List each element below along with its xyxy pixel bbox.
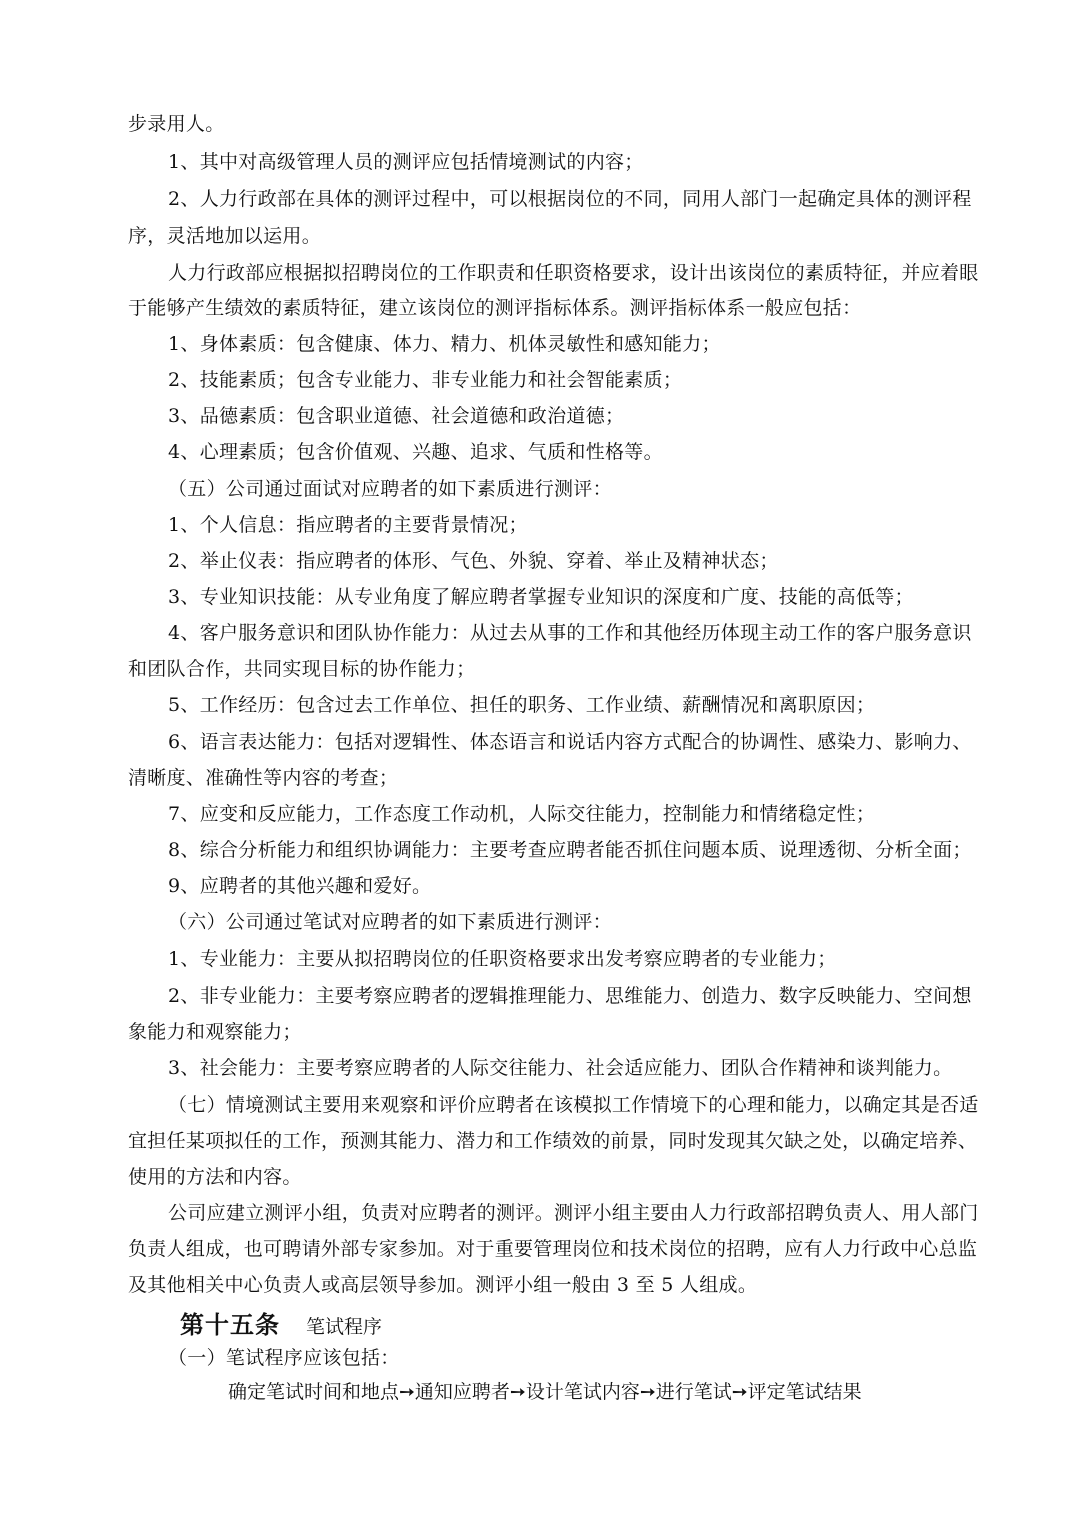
text-line: 5、工作经历：包含过去工作单位、担任的职务、工作业绩、薪酬情况和离职原因；: [168, 694, 876, 716]
text-line: 9、应聘者的其他兴趣和爱好。: [168, 875, 432, 897]
text-line: 1、专业能力：主要从拟招聘岗位的任职资格要求出发考察应聘者的专业能力；: [168, 948, 837, 970]
text-line: 人力行政部应根据拟招聘岗位的工作职责和任职资格要求，设计出该岗位的素质特征，并应着眼: [168, 262, 979, 284]
text-line: 7、应变和反应能力，工作态度工作动机，人际交往能力，控制能力和情绪稳定性；: [168, 803, 876, 825]
text-line: 清晰度、准确性等内容的考查；: [128, 767, 399, 789]
text-line: 及其他相关中心负责人或高层领导参加。测评小组一般由 3 至 5 人组成。: [128, 1274, 758, 1296]
text-line: 8、综合分析能力和组织协调能力：主要考查应聘者能否抓住问题本质、说理透彻、分析全面；: [168, 839, 972, 861]
text-line: 使用的方法和内容。: [128, 1166, 302, 1188]
article-title: 笔试程序: [306, 1316, 383, 1338]
text-line: 负责人组成，也可聘请外部专家参加。对于重要管理岗位和技术岗位的招聘，应有人力行政中心总监: [128, 1238, 978, 1260]
text-line: 3、专业知识技能：从专业角度了解应聘者掌握专业知识的深度和广度、技能的高低等；: [168, 586, 914, 608]
process-flow: 确定笔试时间和地点➙通知应聘者➙设计笔试内容➙进行笔试➙评定笔试结果: [228, 1381, 862, 1403]
article-heading: [180, 1305, 382, 1340]
text-line: 和团队合作，共同实现目标的协作能力；: [128, 658, 476, 680]
text-line: 步录用人。: [128, 113, 225, 135]
text-line: 公司应建立测评小组，负责对应聘者的测评。测评小组主要由人力行政部招聘负责人、用人部门: [168, 1202, 979, 1224]
text-line: 2、非专业能力：主要考察应聘者的逻辑推理能力、思维能力、创造力、数字反映能力、空间想: [168, 985, 972, 1007]
article-number: 第十五条: [180, 1311, 280, 1339]
text-line: 1、个人信息：指应聘者的主要背景情况；: [168, 514, 528, 536]
text-line: （七）情境测试主要用来观察和评价应聘者在该模拟工作情境下的心理和能力，以确定其是否适: [168, 1094, 979, 1116]
section-heading: （五）公司通过面试对应聘者的如下素质进行测评：: [168, 478, 612, 500]
text-line: 3、社会能力：主要考察应聘者的人际交往能力、社会适应能力、团队合作精神和谈判能力。: [168, 1057, 953, 1079]
text-line: 4、心理素质；包含价值观、兴趣、追求、气质和性格等。: [168, 441, 663, 463]
text-line: 1、其中对高级管理人员的测评应包括情境测试的内容；: [168, 151, 644, 173]
text-line: 4、客户服务意识和团队协作能力：从过去从事的工作和其他经历体现主动工作的客户服务意识: [168, 622, 972, 644]
text-line: 1、身体素质：包含健康、体力、精力、机体灵敏性和感知能力；: [168, 333, 721, 355]
text-line: 2、举止仪表：指应聘者的体形、气色、外貌、穿着、举止及精神状态；: [168, 550, 779, 572]
text-line: 3、品德素质：包含职业道德、社会道德和政治道德；: [168, 405, 625, 427]
text-line: 于能够产生绩效的素质特征，建立该岗位的测评指标体系。测评指标体系一般应包括：: [128, 297, 862, 319]
text-line: 2、技能素质；包含专业能力、非专业能力和社会智能素质；: [168, 369, 683, 391]
text-line: 宜担任某项拟任的工作，预测其能力、潜力和工作绩效的前景，同时发现其欠缺之处，以确定培养、: [128, 1130, 978, 1152]
text-line: 6、语言表达能力：包括对逻辑性、体态语言和说话内容方式配合的协调性、感染力、影响力、: [168, 731, 972, 753]
text-line: 序，灵活地加以运用。: [128, 225, 322, 247]
section-heading: （六）公司通过笔试对应聘者的如下素质进行测评：: [168, 911, 612, 933]
sub-heading: （一）笔试程序应该包括：: [168, 1347, 400, 1369]
text-line: 2、人力行政部在具体的测评过程中，可以根据岗位的不同，同用人部门一起确定具体的测评程: [168, 188, 972, 210]
text-line: 象能力和观察能力；: [128, 1021, 302, 1043]
